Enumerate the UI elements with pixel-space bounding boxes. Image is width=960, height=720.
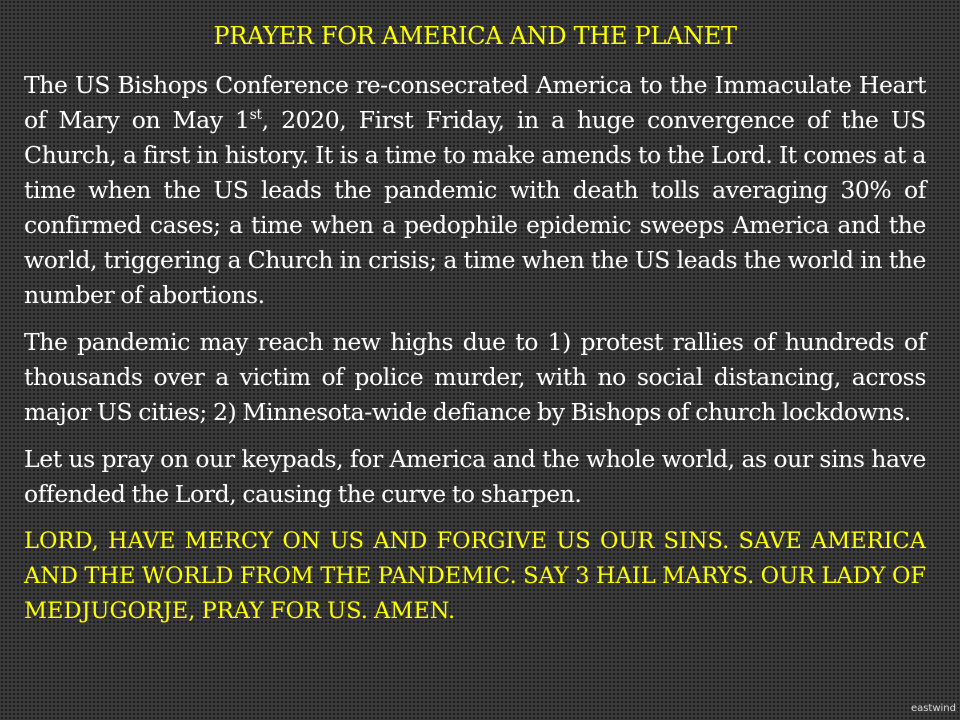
- page-title: PRAYER FOR AMERICA AND THE PLANET: [213, 22, 737, 50]
- paragraph-consecration: [24, 68, 926, 313]
- paragraph-consecration-start: The US Bishops Conference re-consecrated America to the Immaculate Heart of Mary on May 1: [24, 71, 926, 134]
- paragraph-consecration-rest: , 2020, First Friday, in a huge convergence of the US Church, a first in history. It is a time to make amends to the Lord. It comes at a time when the US leads the pandemic with death tolls averaging 30% of confirmed cases; a time when a pedophile epidemic sweeps America and the world, triggering a Church in crisis; a time when the US leads the world in the number of abortions.: [24, 106, 926, 309]
- slide-content: [24, 22, 926, 702]
- paragraph-pandemic: The pandemic may reach new highs due to 1) protest rallies of hundreds of thousands over a victim of police murder, with no social distancing, across major US cities; 2) Minnesota-wide defiance by Bishops of church lockdowns.: [24, 328, 926, 426]
- paragraph-call-to-prayer: Let us pray on our keypads, for America and the whole world, as our sins have offended the Lord, causing the curve to sharpen.: [24, 445, 926, 508]
- closing-prayer: LORD, HAVE MERCY ON US AND FORGIVE US OUR SINS. SAVE AMERICA AND THE WORLD FROM THE PANDEMIC. SAY 3 HAIL MARYS. OUR LADY OF MEDJUGORJE, PRAY FOR US. AMEN.: [24, 528, 926, 624]
- ordinal-superscript: st: [249, 107, 262, 124]
- watermark-text: eastwind: [910, 703, 956, 714]
